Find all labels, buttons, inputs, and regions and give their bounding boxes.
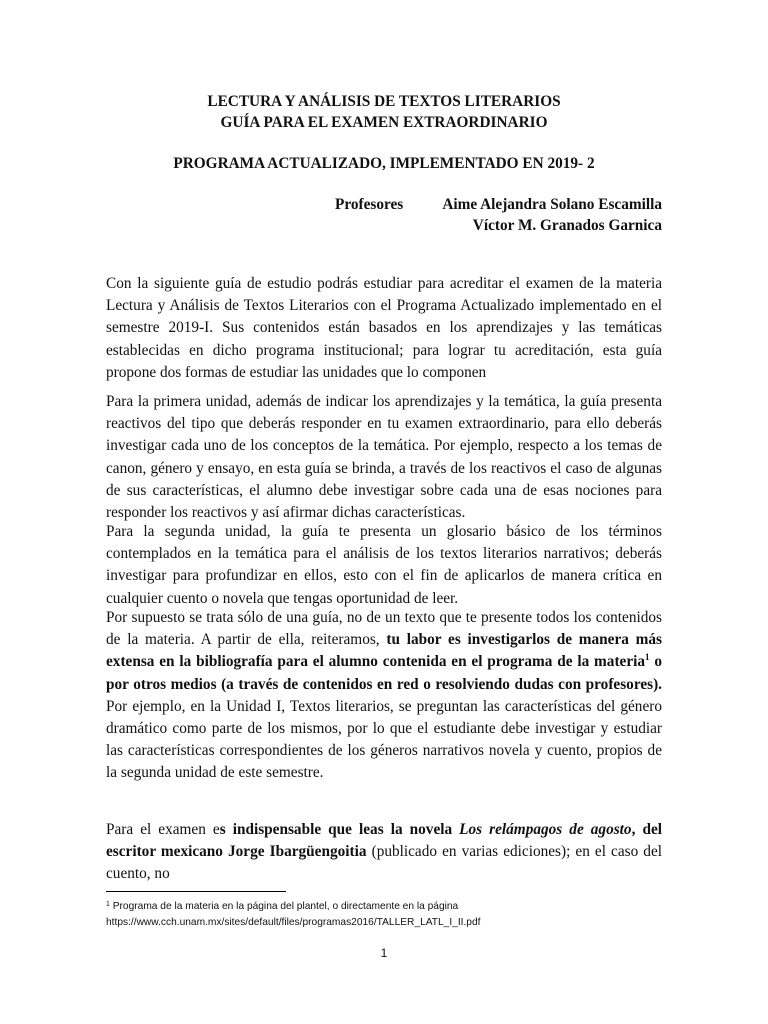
program-line: PROGRAMA ACTUALIZADO, IMPLEMENTADO EN 2019- 2	[173, 155, 595, 172]
professor-name: Aime Alejandra Solano Escamilla	[442, 196, 662, 213]
document-title: LECTURA Y ANÁLISIS DE TEXTOS LITERARIOS	[207, 93, 561, 110]
novel-title: Los relámpagos de agosto	[459, 821, 632, 838]
footnote-reference[interactable]: 1	[645, 652, 650, 663]
paragraph-bold-text: s indispensable que leas la novela	[219, 821, 460, 838]
footnote-link[interactable]: https://www.cch.unam.mx/sites/default/files/programas2016/TALLER_LATL_I_II.pdf	[106, 917, 481, 928]
paragraph-text: Por supuesto se trata sólo de una guía, no de un texto que te presente todos los contenidos de la materia. A partir de ella, reiteramos,	[106, 609, 662, 649]
document-subtitle: GUÍA PARA EL EXAMEN EXTRAORDINARIO	[220, 114, 548, 131]
paragraph-text: (publicado en varias ediciones); en el caso del cuento, no	[106, 843, 662, 883]
footnote-text: Programa de la materia en la página del plantel, o directamente en la página	[109, 901, 459, 912]
paragraph-text: Para el examen e	[106, 821, 220, 838]
paragraph-bold-text: o por otros medios (a través de contenidos en red o resolviendo dudas con profesores).	[106, 653, 662, 693]
page-number: 1	[380, 946, 388, 960]
paragraph-bold-text: , del escritor mexicano Jorge Ibargüengoitia	[106, 821, 662, 861]
footnote-mark: 1	[106, 901, 110, 908]
footnote-separator	[106, 891, 286, 892]
body-paragraph	[106, 819, 662, 886]
footnote	[106, 899, 666, 915]
body-paragraph: Con la siguiente guía de estudio podrás estudiar para acreditar el examen de la materia Lectura y Análisis de Textos Literarios con el Programa Actualizado implementado en el semestre 2019-I. Sus contenidos están basados en los aprendizajes y las temáticas establecidas en dicho programa institucional; para lograr tu acreditación, esta guía propone dos formas de estudiar las unidades que lo componen	[106, 275, 662, 381]
professor-name: Víctor M. Granados Garnica	[472, 217, 662, 234]
professors-label: Profesores	[335, 196, 404, 213]
paragraph-text: Por ejemplo, en la Unidad I, Textos literarios, se preguntan las características del género dramático como parte de los mismos, por lo que el estudiante debe investigar y estudiar las características correspondientes de los géneros narrativos novela y cuento, propios de la segunda unidad de este semestre.	[106, 697, 662, 782]
body-paragraph	[106, 607, 662, 785]
body-paragraph: Para la segunda unidad, la guía te presenta un glosario básico de los términos contemplados en la temática para el análisis de los textos literarios narrativos; deberás investigar para profundizar en ellos, esto con el fin de aplicarlos de manera crítica en cualquier cuento o novela que tengas oportunidad de leer.	[106, 523, 662, 607]
paragraph-bold-text: tu labor es investigarlos de manera más extensa en la bibliografía para el alumno contenida en el programa de la materia	[106, 631, 662, 671]
body-paragraph: Para la primera unidad, además de indicar los aprendizajes y la temática, la guía presenta reactivos del tipo que deberás responder en tu examen extraordinario, para ello deberás investigar cada uno de los conceptos de la temática. Por ejemplo, respecto a los temas de canon, género y ensayo, en esta guía se brinda, a través de los reactivos el caso de algunas de sus características, el alumno debe investigar sobre cada una de esas nociones para responder los reactivos y así afirmar dichas características.	[106, 393, 662, 522]
